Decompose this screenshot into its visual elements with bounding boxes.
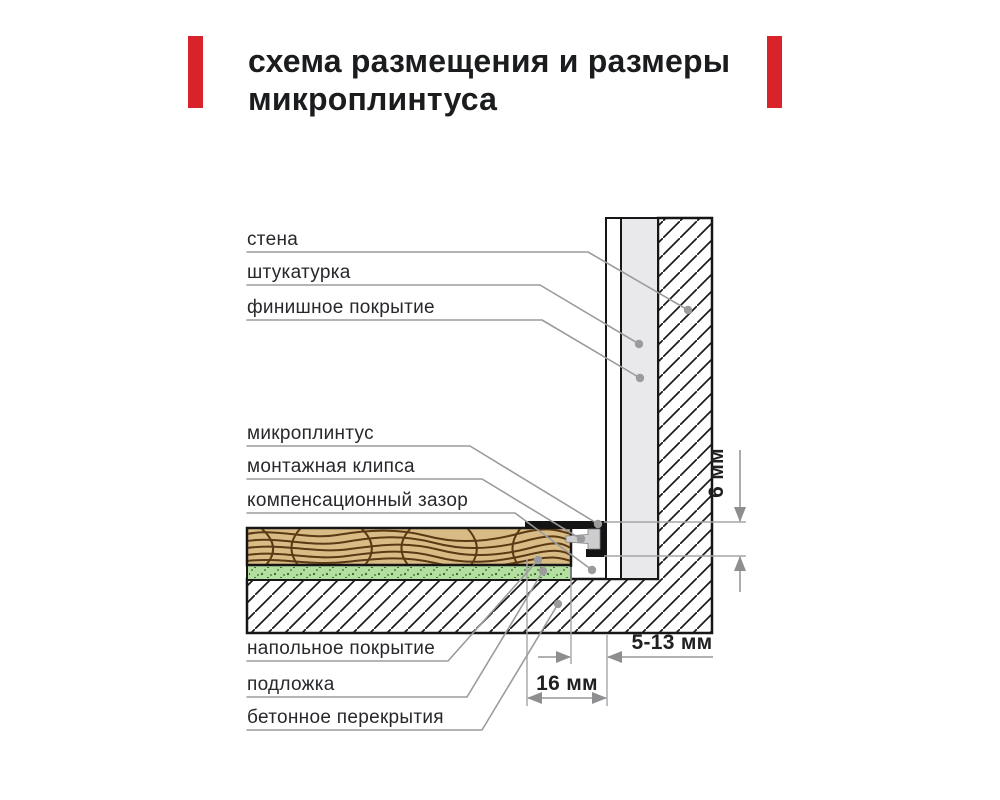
- label-microplinth: микроплинтус: [247, 423, 374, 444]
- dimension-gap-width-text: 5-13 мм: [631, 631, 713, 654]
- label-wall: стена: [247, 229, 299, 250]
- label-plaster: штукатурка: [247, 262, 351, 283]
- leader-finish-coat: [247, 320, 644, 382]
- label-expansion-gap: компенсационный зазор: [247, 490, 469, 511]
- label-mounting-clip: монтажная клипса: [247, 456, 415, 477]
- finish-coat-layer: [606, 218, 621, 579]
- label-finish-coat: финишное покрытие: [247, 297, 435, 318]
- underlay-specks: [249, 567, 569, 578]
- label-underlay: подложка: [247, 674, 335, 695]
- page-title-line1: схема размещения и размеры: [248, 43, 731, 79]
- dimension-plinth-width-text: 16 мм: [536, 672, 598, 695]
- plaster-layer: [621, 218, 658, 579]
- page-title-line2: микроплинтуса: [248, 81, 498, 117]
- label-floor-covering: напольное покрытие: [247, 638, 436, 659]
- dimension-plinth-height-text: 6 мм: [705, 448, 728, 498]
- label-concrete-slab: бетонное перекрытия: [247, 707, 444, 728]
